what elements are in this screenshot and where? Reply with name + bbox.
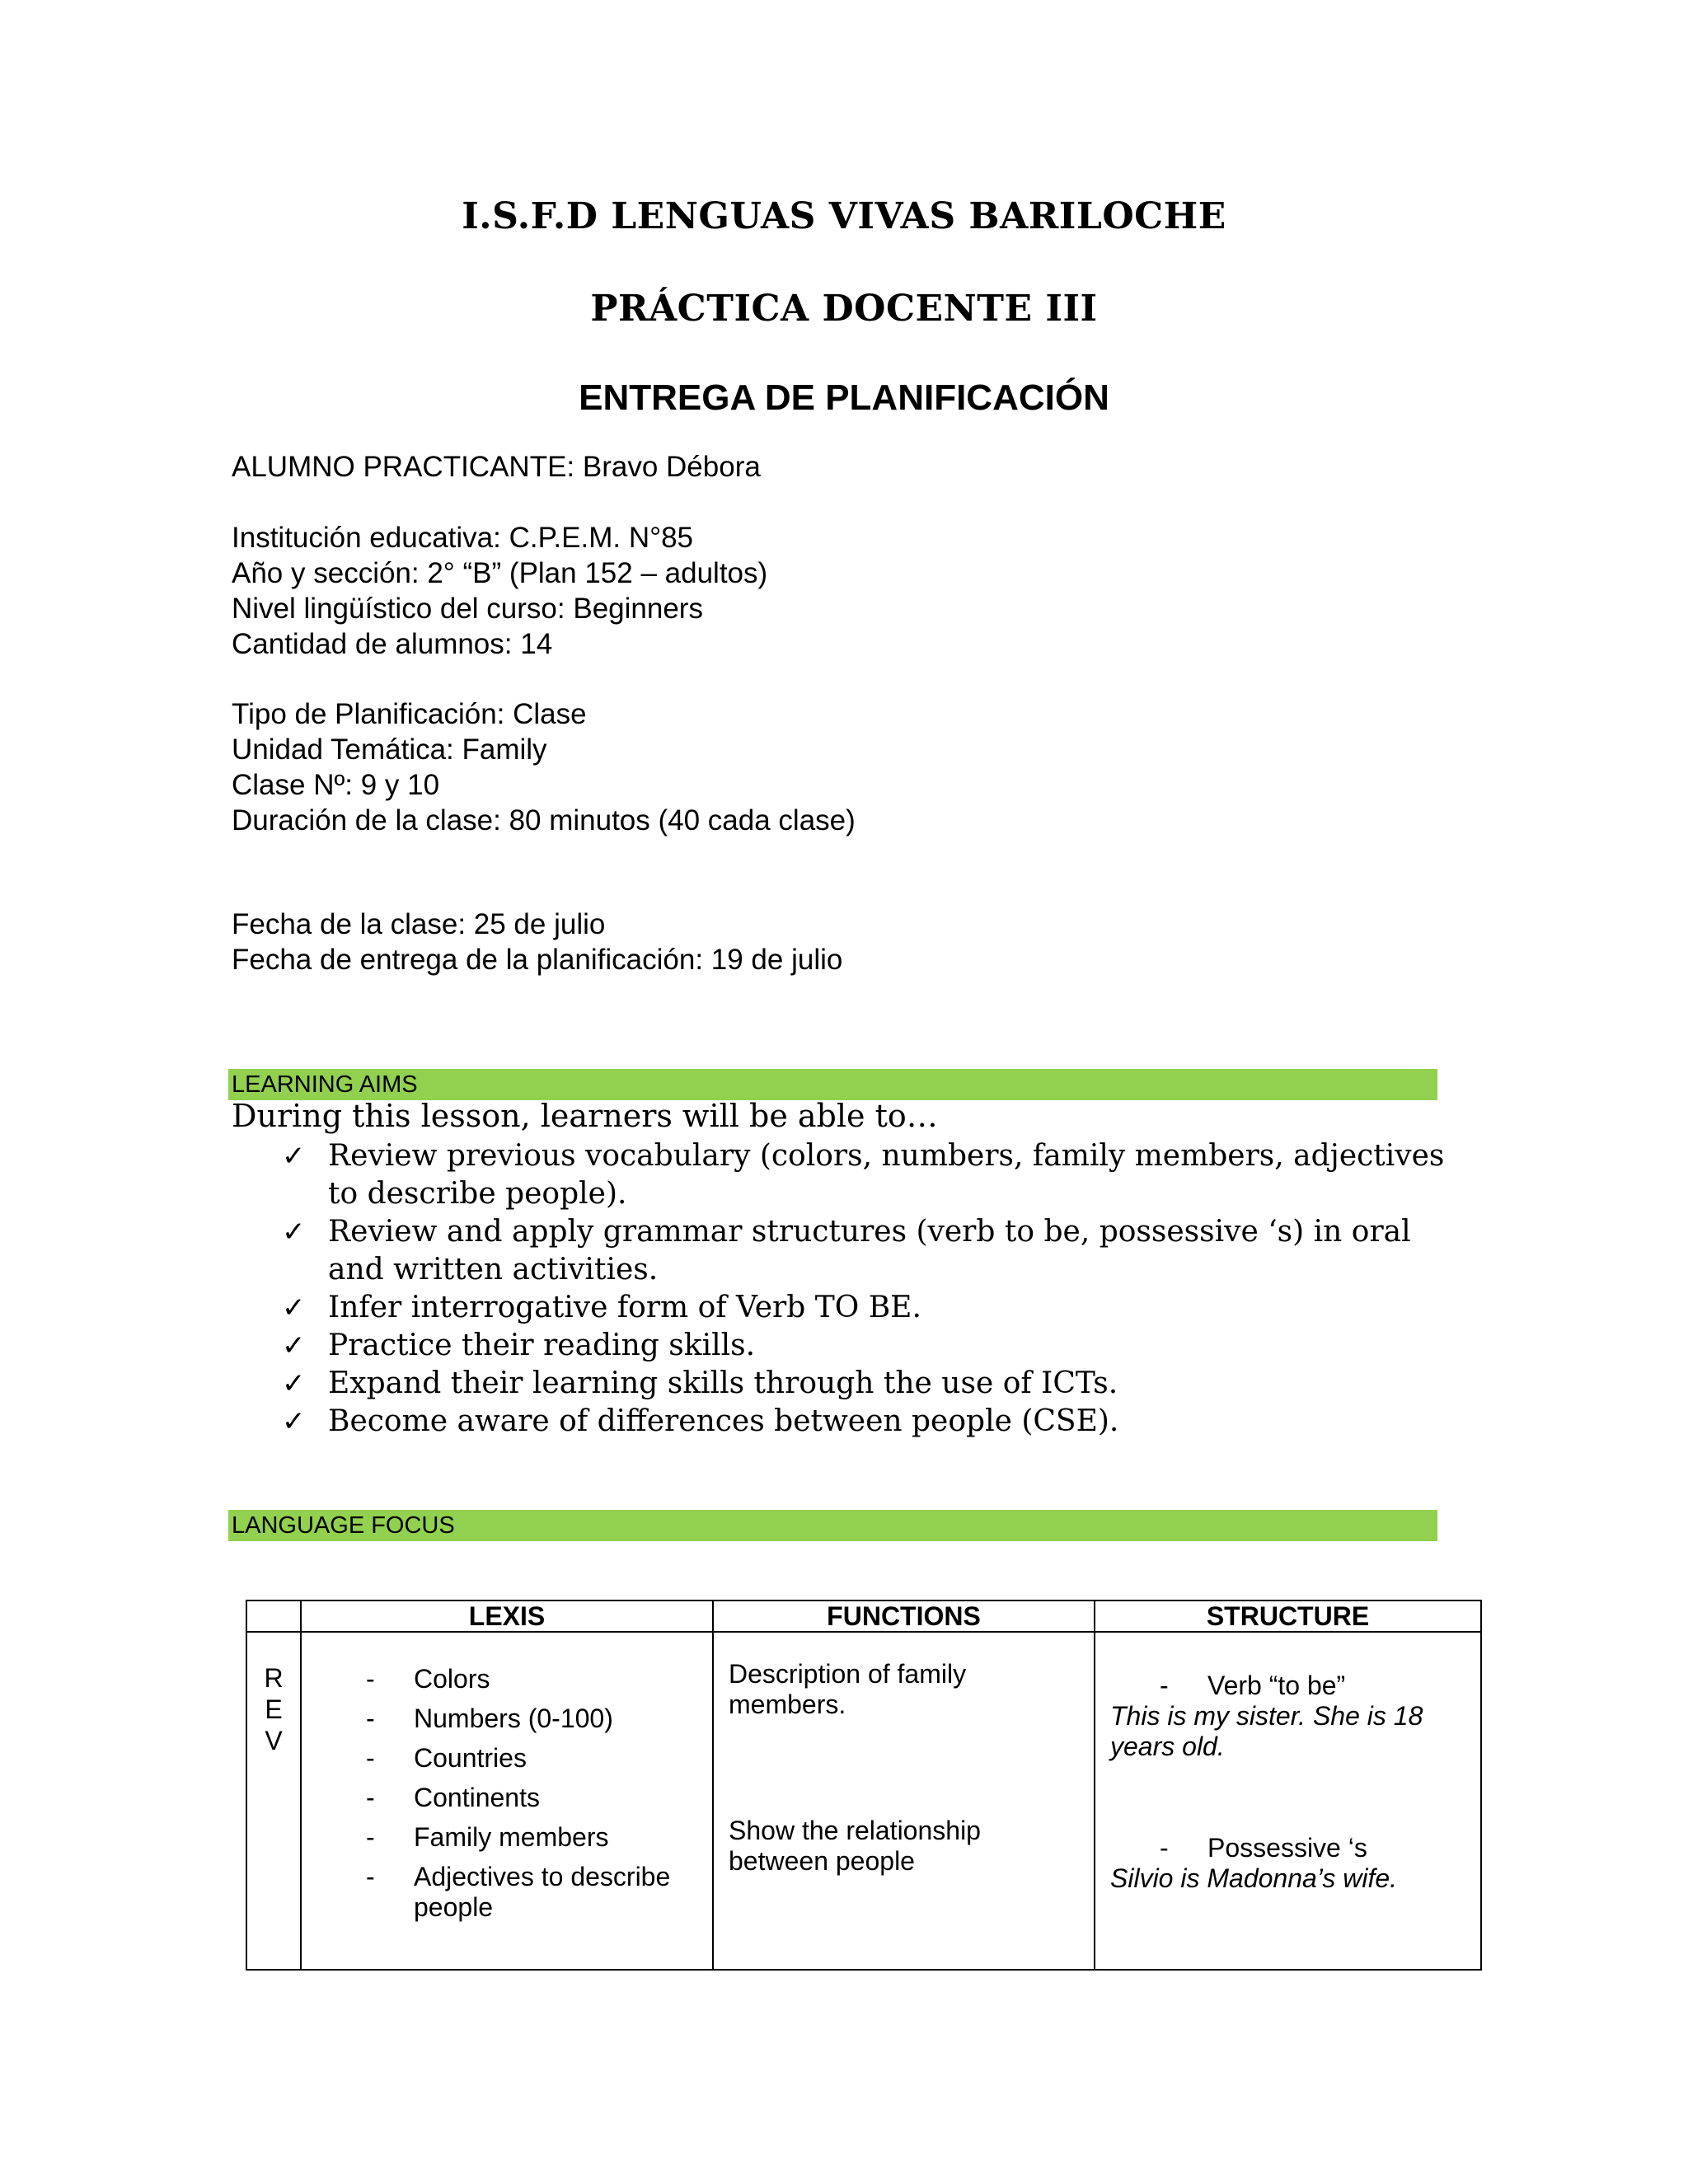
checkmark-icon: ✓ — [282, 1405, 306, 1438]
column-header-lexis: LEXIS — [301, 1601, 713, 1632]
column-header-functions: FUNCTIONS — [713, 1601, 1095, 1632]
structure-example: Silvio is Madonna’s wife. — [1110, 1863, 1398, 1893]
structure-example: This is my sister. She is 18 years old. — [1110, 1701, 1423, 1761]
column-header — [246, 1601, 301, 1632]
function-text: Description of family members. — [729, 1659, 967, 1719]
list-item: ✓ Infer interrogative form of Verb TO BE. — [282, 1289, 1452, 1327]
checkmark-icon: ✓ — [282, 1291, 306, 1324]
lexis-cell — [301, 1632, 713, 1970]
checkmark-icon: ✓ — [282, 1216, 306, 1249]
info-line: Cantidad de alumnos: 14 — [232, 628, 553, 660]
language-focus-table — [246, 1600, 1482, 1971]
functions-cell — [713, 1632, 1095, 1970]
course-title: PRÁCTICA DOCENTE III — [590, 288, 1098, 330]
list-item: ✓ Review and apply grammar structures (verb to be, possessive ‘s) in oral and written activities. — [282, 1215, 1411, 1286]
checkmark-icon: ✓ — [282, 1329, 306, 1362]
checkmark-icon: ✓ — [282, 1367, 306, 1400]
list-item: ✓ Expand their learning skills through the use of ICTs. — [282, 1365, 1452, 1403]
column-header-structure: STRUCTURE — [1095, 1601, 1481, 1632]
learning-aims-list — [282, 1137, 1452, 1441]
info-line: Año y sección: 2° “B” (Plan 152 – adultos) — [232, 557, 768, 589]
institution-info — [232, 520, 767, 662]
institution-title: I.S.F.D LENGUAS VIVAS BARILOCHE — [462, 195, 1226, 237]
info-line: Tipo de Planificación: Clase — [232, 698, 587, 730]
language-focus-heading: LANGUAGE FOCUS — [228, 1510, 1437, 1541]
table-header-row — [246, 1601, 1481, 1632]
list-item: - Continents — [366, 1783, 540, 1812]
table-row — [246, 1632, 1481, 1970]
info-line: Clase Nº: 9 y 10 — [232, 769, 440, 801]
document-type-title: ENTREGA DE PLANIFICACIÓN — [579, 377, 1109, 418]
list-item: - Countries — [366, 1743, 527, 1773]
info-line: Institución educativa: C.P.E.M. N°85 — [232, 522, 694, 554]
checkmark-icon: ✓ — [282, 1140, 306, 1173]
plan-info — [232, 696, 856, 838]
structure-cell — [1095, 1632, 1481, 1970]
list-item: - Colors — [366, 1664, 490, 1694]
student-info — [232, 449, 761, 485]
info-line: Fecha de la clase: 25 de julio — [232, 908, 606, 940]
list-item: - Family members — [366, 1822, 609, 1852]
student-name: ALUMNO PRACTICANTE: Bravo Débora — [232, 451, 761, 483]
lexis-list — [302, 1633, 712, 1923]
structure-item: - Verb “to be” — [1160, 1671, 1346, 1700]
info-line: Nivel lingüístico del curso: Beginners — [232, 593, 703, 625]
list-item: ✓ Practice their reading skills. — [282, 1327, 1452, 1365]
list-item: - Adjectives to describe people — [366, 1862, 671, 1922]
info-line: Unidad Temática: Family — [232, 733, 547, 766]
function-text: Show the relationship between people — [729, 1816, 981, 1876]
list-item: ✓ Become aware of differences between people (CSE). — [282, 1403, 1452, 1441]
info-line: Fecha de entrega de la planificación: 19 de julio — [232, 944, 843, 976]
learning-aims-heading: LEARNING AIMS — [228, 1069, 1437, 1100]
dates-info — [232, 907, 842, 977]
info-line: Duración de la clase: 80 minutos (40 cada clase) — [232, 804, 856, 837]
learning-aims-intro: During this lesson, learners will be able to… — [232, 1098, 938, 1134]
list-item: ✓ Review previous vocabulary (colors, numbers, family members, adjectives to describe people). — [282, 1139, 1445, 1211]
row-label-rev: R E V — [246, 1632, 301, 1970]
list-item: - Numbers (0-100) — [366, 1704, 613, 1733]
structure-item: - Possessive ‘s — [1160, 1833, 1367, 1863]
